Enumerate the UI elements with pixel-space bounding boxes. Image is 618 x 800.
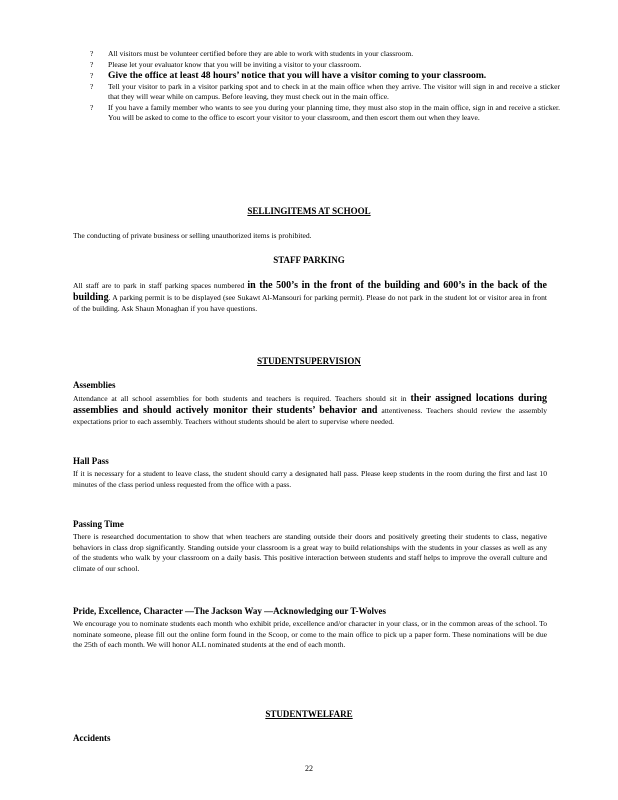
list-item	[90, 82, 560, 102]
list-item	[90, 60, 560, 70]
page-number: 22	[305, 764, 313, 773]
list-item	[90, 103, 560, 123]
selling-text: The conducting of private business or selling unauthorized items is prohibited.	[73, 231, 312, 240]
bullet-text: Tell your visitor to park in a visitor parking spot and to check in at the main office when they arrive. The visitor will sign in and receive a sticker that they will wear while on campus. Before leaving, they must check out in the main office.	[108, 82, 560, 101]
welfare-heading: STUDENTWELFARE	[265, 709, 353, 719]
bullet-marker: ?	[90, 103, 94, 112]
pride-text: We encourage you to nominate students each month who exhibit pride, excellence and/or character in your class, or in the common areas of the school. To nominate someone, please fill out the online form found in the Scoop, or come to the main office to pick up a paper form. These nominations will be due the 25th of each month. We will honor ALL nominated students at the end of each month.	[73, 619, 547, 649]
pride-title: Pride, Excellence, Character —The Jackson Way —Acknowledging our T-Wolves	[73, 606, 387, 616]
bullet-marker: ?	[90, 60, 94, 69]
parking-text	[73, 280, 547, 315]
list-item	[90, 49, 560, 59]
bullet-text: All visitors must be volunteer certified before they are able to work with students in your classroom.	[108, 49, 414, 58]
list-item	[90, 71, 560, 81]
passing-time-text: There is researched documentation to show that when teachers are standing outside their doors and positively greeting their students to class, negative behaviors in class drop significantly. Standing outside your classroom is a great way to build relationships with the students in your classes as well as any of the students who walk by your classroom on a daily basis. This positive interaction between students and staff helps to improve the overall culture and climate of our school.	[73, 532, 547, 573]
bullet-marker: ?	[90, 49, 94, 58]
assemblies-text-c: attentiveness. Teachers should review the assembly expectations prior to each assembly. Teachers without students should be alert to supervise where needed.	[73, 406, 547, 426]
bullet-text: Give the office at least 48 hours’ notice that you will have a visitor coming to your classroom.	[108, 70, 487, 81]
bullet-marker: ?	[90, 82, 94, 91]
assemblies-text-b: their assigned locations during assemblies and should actively monitor their students’ behavior and	[73, 393, 548, 416]
accidents-title: Accidents	[73, 733, 111, 743]
assemblies-title: Assemblies	[73, 380, 116, 390]
assemblies-text-a: Attendance at all school assemblies for both students and teachers is required. Teachers should sit in	[73, 394, 407, 403]
parking-text-a: All staff are to park in staff parking spaces numbered	[73, 281, 245, 290]
visitor-bullet-list	[90, 49, 560, 124]
parking-text-c: . A parking permit is to be displayed (see Sukawt Al-Mansouri for parking permit). Please do not park in the student lot or visitor area in front of the building. Ask Shaun Monaghan if you have questions.	[73, 293, 547, 313]
hall-pass-title: Hall Pass	[73, 456, 109, 466]
bullet-text: If you have a family member who wants to see you during your planning time, they must also stop in the main office, sign in and receive a sticker. You will be asked to come to the office to escort your visitor to your classroom, and then escort them out when they leave.	[108, 103, 560, 122]
hall-pass-text: If it is necessary for a student to leave class, the student should carry a designated hall pass. Please keep students in the room during the first and last 10 minutes of the class period unless requested from the office with a pass.	[73, 469, 547, 489]
passing-time-title: Passing Time	[73, 519, 124, 529]
bullet-text: Please let your evaluator know that you will be inviting a visitor to your classroom.	[108, 60, 362, 69]
parking-text-b: in the 500’s in the front of the building and 600’s in the back of the building	[73, 280, 547, 303]
selling-heading: SELLINGITEMS AT SCHOOL	[247, 206, 371, 216]
supervision-heading: STUDENTSUPERVISION	[257, 356, 361, 366]
bullet-marker: ?	[90, 71, 94, 80]
assemblies-text	[73, 393, 547, 428]
parking-heading: STAFF PARKING	[273, 255, 345, 265]
